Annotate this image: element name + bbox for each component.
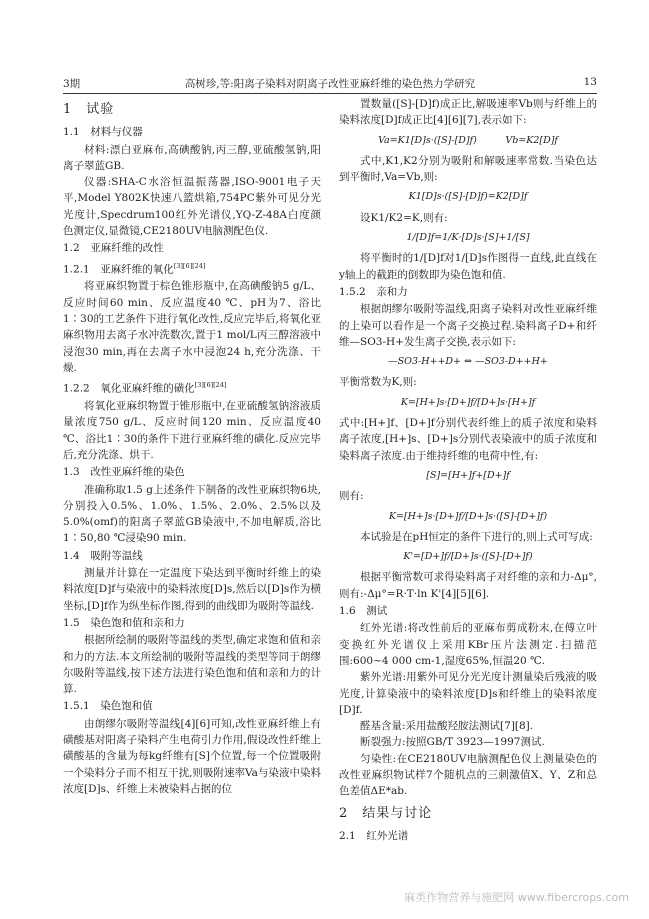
text: 1.5.1 染色饱和值	[63, 700, 153, 713]
text: 紫外光谱:用紫外可见分光光度计测量染后残液的吸光度,计算染液中的染料浓度[D]s和纤维上的染料浓度[D]f.	[339, 671, 597, 716]
subsection-heading	[339, 828, 597, 844]
subsection-heading	[63, 124, 321, 140]
issue-number: 3期	[63, 78, 81, 90]
subsection-heading	[63, 240, 321, 256]
text: 设K1/K2=K,则有:	[360, 211, 448, 224]
paragraph	[63, 142, 321, 175]
text: 式中:[H+]f、[D+]f分别代表纤维上的质子浓度和染料离子浓度,[H+]s、[D+]s分别代表染液中的质子浓度和染料离子浓度.由于维持纤维的电荷中性,有:	[339, 417, 597, 462]
subsection-heading	[63, 615, 321, 631]
section-heading	[339, 806, 597, 822]
text: K1[D]s·([S]-[D]f)=K2[D]f	[408, 191, 528, 203]
text: 1.5.2 亲和力	[339, 285, 408, 298]
paragraph	[339, 488, 597, 504]
text: 则有:	[339, 490, 364, 503]
paragraph	[63, 174, 321, 239]
text: K=[H+]s·[D+]f/[D+]s·[H+]f	[400, 396, 536, 408]
text: 根据朗缪尔吸附等温线,阳离子染料对改性亚麻纤维的上染可以看作是一个离子交换过程.染料离子D+和纤维—SO3-H+发生离子交换,表示如下:	[339, 303, 597, 348]
paragraph	[63, 632, 321, 697]
paragraph	[63, 482, 321, 547]
text: 材料:漂白亚麻布,高碘酸钠,丙三醇,亚硫酸氢钠,阳离子翠蓝GB.	[63, 143, 321, 172]
header-rule	[63, 93, 597, 94]
text: 醛基含量:采用盐酸羟胺法测试[7][8].	[360, 720, 534, 733]
subsection-heading	[63, 548, 321, 564]
text: 平衡常数为K,则:	[339, 376, 417, 389]
text: 1.2 亚麻纤维的改性	[63, 242, 164, 255]
text: K=[H+]s·[D+]f/[D+]s·([S]-[D+]f)	[388, 510, 548, 522]
running-title: 高树珍,等:阳离子染料对阴离子改性亚麻纤维的染色热力学研究	[184, 78, 476, 90]
equation	[339, 549, 597, 565]
left-column	[63, 96, 321, 797]
paragraph	[339, 569, 597, 602]
paragraph	[339, 153, 597, 186]
right-column	[339, 96, 597, 845]
paragraph	[339, 734, 597, 750]
paragraph	[339, 96, 597, 129]
text: 根据平衡常数可求得染料离子对纤维的亲和力-Δμ°,则有:-Δμ°=R·T·ln K'[4][5][6].	[339, 571, 597, 600]
paragraph	[63, 398, 321, 463]
text: 1.4 吸附等温线	[63, 549, 143, 562]
equation	[339, 468, 597, 484]
text: 仪器:SHA-C水浴恒温振荡器,ISO-9001电子天平,Model Y802K快速八篮烘箱,754PC紫外可见分光光度计,Specdrum100红外光谱仪,YQ-Z-48A白度颜色测定仪,显微镜,CE2180UV电脑测配色仪.	[63, 176, 321, 238]
text: 1.2.1 亚麻纤维的氧化	[63, 263, 174, 276]
paragraph	[339, 669, 597, 718]
text: 本试验是在pH恒定的条件下进行的,则上式可写成:	[360, 530, 593, 543]
text: 置数量([S]-[D]f)成正比,解吸速率Vb则与纤维上的染料浓度[D]f成正比[4][6][7],表示如下:	[339, 98, 597, 127]
text: 匀染性:在CE2180UV电脑测配色仪上测量染色的改性亚麻织物试样7个随机点的三刺激值X、Y、Z和总色差值ΔE*ab.	[339, 752, 597, 798]
equation	[339, 354, 597, 370]
text: 将亚麻织物置于棕色锥形瓶中,在高碘酸钠5 g/L、反应时间60 min、反应温度40 ℃、pH为7、浴比1∶30的工艺条件下进行氧化改性,反应完毕后,将氧化亚麻织物用去离子水冲洗数次,置于1 mol/L丙三醇溶液中浸泡30 min,再在去离子水中浸泡24 h,充分洗涤、干燥.	[63, 280, 321, 374]
text: 测量并计算在一定温度下染达到平衡时纤维上的染料浓度[D]f与染液中的染料浓度[D]s,然后以[D]s作为横坐标,[D]f作为纵坐标作图,得到的曲线即为吸附等温线.	[63, 567, 321, 612]
text: 由朗缪尔吸附等温线[4][6]可知,改性亚麻纤维上有磺酸基对阳离子染料产生电荷引力作用,假设改性纤维上磺酸基的含量为每kg纤维有[S]个位置,每一个位置吸附一个染料分子而不相互干扰,则吸附速率Va与染液中染料浓度[D]s、纤维上未被染料占据的位	[63, 717, 321, 795]
paragraph	[63, 278, 321, 376]
paragraph	[339, 620, 597, 669]
running-header	[63, 76, 597, 92]
subsubsection-heading	[339, 284, 597, 300]
text: 准确称取1.5 g上述条件下制备的改性亚麻织物6块,分别投入0.5%、1.0%、1.5%、2.0%、2.5%以及5.0%(omf)的阳离子翠蓝GB染液中,不加电解质,浴比1∶50,80 ℃浸染90 min.	[63, 483, 321, 545]
paragraph	[339, 250, 597, 283]
text: 红外光谱:将改性前后的亚麻布剪成粉末,在傅立叶变换红外光谱仪上采用KBr压片法测定.扫描范围:600~4 000 cm-1,湿度65%,恒温20 ℃.	[339, 622, 597, 667]
text: 将平衡时的1/[D]f对1/[D]s作图得一直线,此直线在y轴上的截距的倒数即为染色饱和值.	[339, 252, 597, 281]
paragraph	[339, 529, 597, 545]
text: 2.1 红外光谱	[339, 829, 409, 842]
text: [S]=[H+]f+[D+]f	[426, 469, 510, 481]
text: 1/[D]f=1/K·[D]s·[S]+1/[S]	[406, 232, 530, 244]
citation: [3][6][24]	[173, 261, 206, 270]
paragraph	[63, 565, 321, 614]
text: 根据所绘制的吸附等温线的类型,确定求饱和值和亲和力的方法.本文所绘制的吸附等温线的类型等同于朗缪尔吸附等温线,按下述方法进行染色饱和值和亲和力的计算.	[63, 634, 321, 696]
paragraph	[63, 716, 321, 797]
text: 1.1 材料与仪器	[63, 126, 143, 139]
text: 1.2.2 氧化亚麻纤维的磺化	[63, 382, 195, 395]
text: Va=K1[D]s·([S]-[D]f) Vb=K2[D]f	[378, 134, 558, 146]
equation	[339, 395, 597, 411]
section-heading	[63, 102, 321, 118]
page-number: 13	[583, 76, 597, 88]
equation	[339, 509, 597, 525]
paragraph	[339, 718, 597, 734]
paragraph	[339, 415, 597, 464]
text: 1.6 测试	[339, 605, 388, 618]
text: 1 试验	[63, 102, 115, 117]
text: 2 结果与讨论	[339, 805, 433, 821]
subsection-heading	[63, 464, 321, 480]
text: 将氧化亚麻织物置于锥形瓶中,在亚硫酸氢钠溶液质量浓度750 g/L、反应时间120 min、反应温度40 ℃、浴比1∶30的条件下进行亚麻纤维的磺化.反应完毕后,充分洗涤、烘干.	[63, 400, 321, 461]
text: 1.5 染色饱和值和亲和力	[63, 616, 185, 629]
subsubsection-heading	[63, 258, 321, 278]
text: K'=[D+]f/[D+]s·([S]-[D+]f)	[403, 551, 533, 563]
equation	[339, 230, 597, 246]
paragraph	[339, 301, 597, 350]
equation	[339, 133, 597, 149]
subsection-heading	[339, 603, 597, 619]
paragraph	[339, 210, 597, 226]
text: 式中,K1,K2分别为吸附和解吸速率常数.当染色达到平衡时,Va=Vb,则:	[339, 154, 597, 184]
paragraph	[339, 374, 597, 390]
equation	[339, 189, 597, 205]
watermark: 麻类作物营养与施肥网 www.fibercrops.com	[404, 891, 629, 904]
text: —SO3-H++D+ ⇔ —SO3-D++H+	[388, 356, 548, 368]
paragraph	[339, 751, 597, 800]
subsubsection-heading	[63, 377, 321, 397]
text: 断裂强力:按照GB/T 3923—1997测试.	[360, 736, 545, 749]
text: 1.3 改性亚麻纤维的染色	[63, 466, 185, 479]
subsubsection-heading	[63, 698, 321, 714]
citation: [3][6][24]	[194, 381, 227, 390]
